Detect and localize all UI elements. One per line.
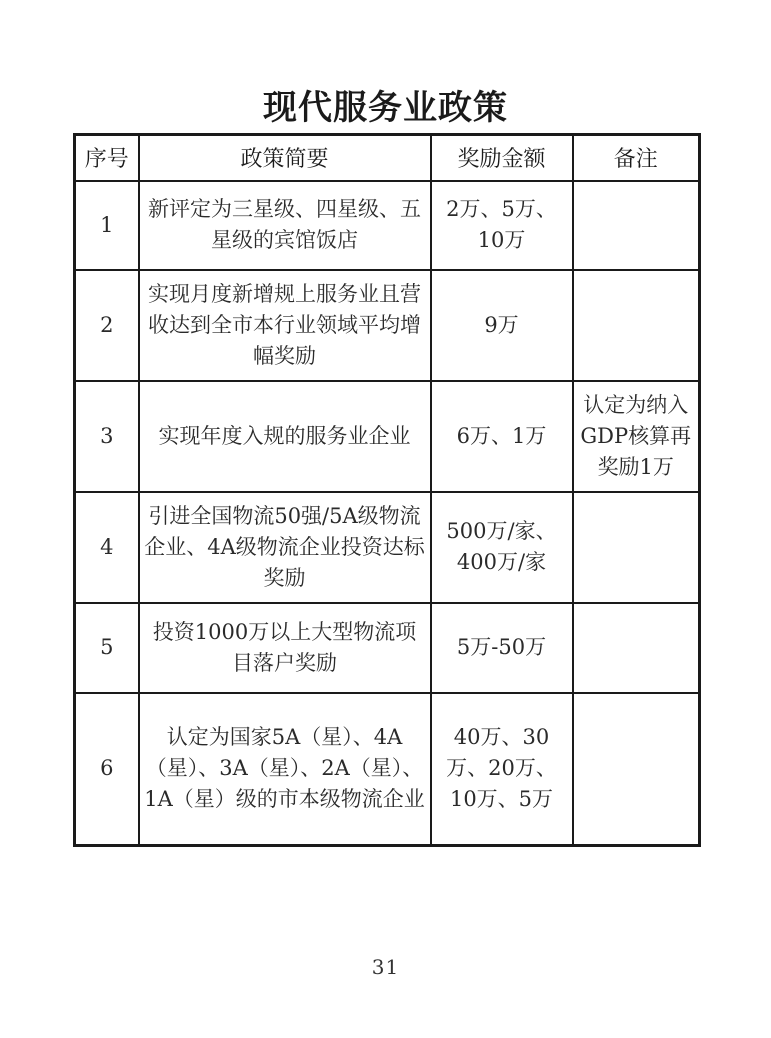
row-summary: 认定为国家5A（星）、4A（星）、3A（星）、2A（星）、1A（星）级的市本级物流企业 [139, 693, 431, 846]
row-amount: 5万-50万 [431, 603, 573, 693]
row-amount: 2万、5万、10万 [431, 181, 573, 270]
row-note: 认定为纳入GDP核算再奖励1万 [573, 381, 700, 492]
page-number: 31 [371, 955, 400, 979]
row-summary: 新评定为三星级、四星级、五星级的宾馆饭店 [139, 181, 431, 270]
table-row [75, 693, 700, 846]
row-note [573, 270, 700, 381]
header-summary: 政策简要 [139, 135, 431, 181]
row-summary: 引进全国物流50强/5A级物流企业、4A级物流企业投资达标奖励 [139, 492, 431, 603]
table-row [75, 270, 700, 381]
table-row [75, 381, 700, 492]
row-note [573, 181, 700, 270]
header-note: 备注 [573, 135, 700, 181]
row-note [573, 693, 700, 846]
row-amount: 500万/家、400万/家 [431, 492, 573, 603]
row-seq: 3 [75, 381, 139, 492]
table-header-row [75, 135, 700, 181]
row-seq: 1 [75, 181, 139, 270]
header-amount: 奖励金额 [431, 135, 573, 181]
row-amount: 6万、1万 [431, 381, 573, 492]
row-seq: 4 [75, 492, 139, 603]
row-amount: 40万、30万、20万、10万、5万 [431, 693, 573, 846]
page-title: 现代服务业政策 [263, 88, 508, 128]
row-note [573, 492, 700, 603]
table-row [75, 181, 700, 270]
row-seq: 6 [75, 693, 139, 846]
row-note [573, 603, 700, 693]
table-row [75, 603, 700, 693]
row-summary: 投资1000万以上大型物流项目落户奖励 [139, 603, 431, 693]
table-row [75, 492, 700, 603]
row-amount: 9万 [431, 270, 573, 381]
row-summary: 实现年度入规的服务业企业 [139, 381, 431, 492]
row-seq: 2 [75, 270, 139, 381]
header-seq: 序号 [75, 135, 139, 181]
policy-table [73, 133, 701, 847]
row-seq: 5 [75, 603, 139, 693]
row-summary: 实现月度新增规上服务业且营收达到全市本行业领域平均增幅奖励 [139, 270, 431, 381]
